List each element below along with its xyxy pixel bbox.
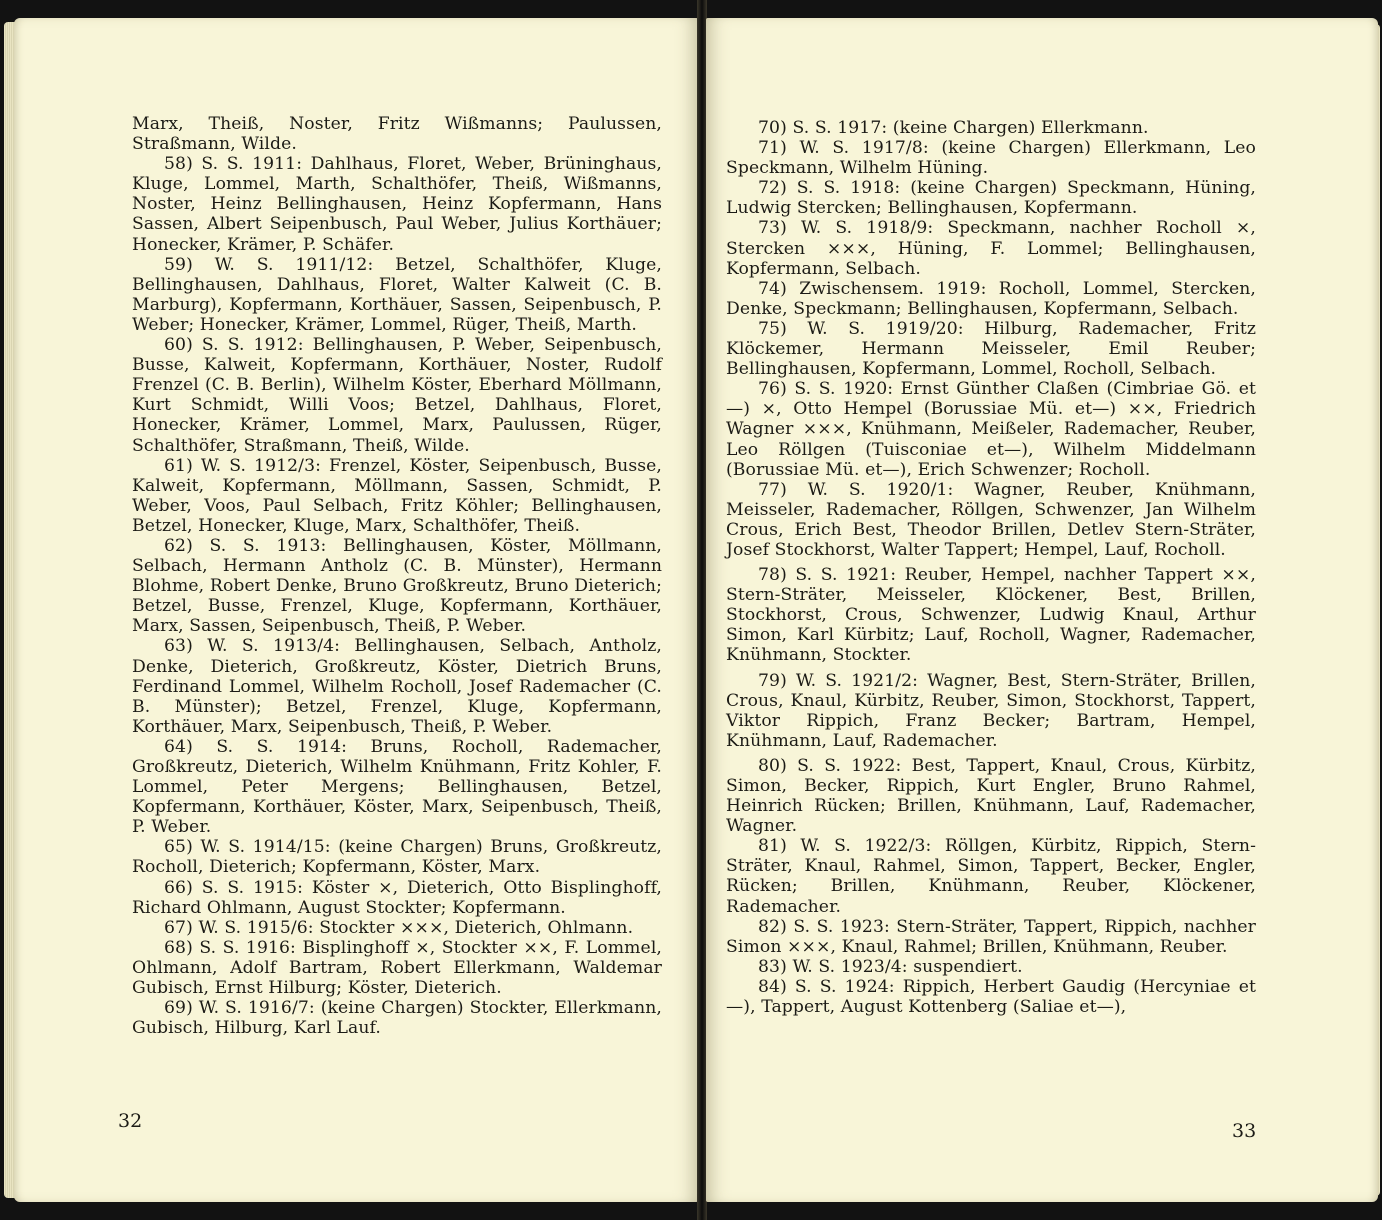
paragraph: 66) S. S. 1915: Köster ×, Dieterich, Otto Bisplinghoff, Richard Ohlmann, August Stockter; Kopfermann. — [132, 877, 662, 918]
paragraph: 79) W. S. 1921/2: Wagner, Best, Stern-Sträter, Brillen, Crous, Knaul, Kürbitz, Reuber, Simon, Stockhorst, Tappert, Viktor Rippich, Franz Becker; Bartram, Hempel, Knühmann, Lauf, Rademacher. — [726, 670, 1256, 751]
paragraph: 68) S. S. 1916: Bisplinghoff ×, Stockter ××, F. Lommel, Ohlmann, Adolf Bartram, Robert Ellerkmann, Waldemar Gubisch, Ernst Hilburg; Köster, Dieterich. — [132, 937, 662, 999]
paragraph: 62) S. S. 1913: Bellinghausen, Köster, Möllmann, Selbach, Hermann Antholz (C. B. Münster), Hermann Blohme, Robert Denke, Bruno Großkreutz, Bruno Dieterich; Betzel, Busse, Frenzel, Kluge, Kopfermann, Korthäuer, Marx, Sassen, Seipenbusch, Theiß, P. Weber. — [132, 535, 662, 637]
paragraph: Marx, Theiß, Noster, Fritz Wißmanns; Paulussen, Straßmann, Wilde. — [132, 114, 662, 155]
paragraph: 74) Zwischensem. 1919: Rocholl, Lommel, Stercken, Denke, Speckmann; Bellinghausen, Kopfermann, Selbach. — [726, 278, 1256, 319]
paragraph: 64) S. S. 1914: Bruns, Rocholl, Rademacher, Großkreutz, Dieterich, Wilhelm Knühmann, Fritz Kohler, F. Lommel, Peter Mergens; Bellinghausen, Betzel, Kopfermann, Korthäuer, Köster, Marx, Seipenbusch, Theiß, P. Weber. — [132, 736, 662, 838]
paragraph: 83) W. S. 1923/4: suspendiert. — [758, 956, 1023, 977]
paragraph: 61) W. S. 1912/3: Frenzel, Köster, Seipenbusch, Busse, Kalweit, Kopfermann, Möllmann, Sassen, Schmidt, P. Weber, Voos, Paul Selbach, Fritz Köhler; Bellinghausen, Betzel, Honecker, Kluge, Marx, Schalthöfer, Theiß. — [132, 455, 662, 536]
paragraph: 76) S. S. 1920: Ernst Günther Claßen (Cimbriae Gö. et—) ×, Otto Hempel (Borussiae Mü. et—) ××, Friedrich Wagner ×××, Knühmann, Meißeler, Rademacher, Reuber, Leo Röllgen (Tuisconiae et—), Wilhelm Middelmann (Borussiae Mü. et—), Erich Schwenzer; Rocholl. — [726, 379, 1256, 480]
paragraph: 73) W. S. 1918/9: Speckmann, nachher Rocholl ×, Stercken ×××, Hüning, F. Lommel; Bellinghausen, Kopfermann, Selbach. — [726, 218, 1256, 279]
paragraph: 81) W. S. 1922/3: Röllgen, Kürbitz, Rippich, Stern-Sträter, Knaul, Rahmel, Simon, Tappert, Becker, Engler, Rücken; Brillen, Knühmann, Reuber, Klöckener, Rademacher. — [726, 836, 1256, 917]
paragraph: 70) S. S. 1917: (keine Chargen) Ellerkmann. — [758, 118, 1149, 138]
paragraph: 69) W. S. 1916/7: (keine Chargen) Stockter, Ellerkmann, Gubisch, Hilburg, Karl Lauf. — [132, 998, 662, 1039]
left-page — [14, 18, 698, 1202]
right-page-text — [726, 118, 1256, 1017]
paragraph: 59) W. S. 1911/12: Betzel, Schalthöfer, Kluge, Bellinghausen, Dahlhaus, Floret, Walter Kalweit (C. B. Marburg), Kopfermann, Korthäuer, Sassen, Seipenbusch, P. Weber; Honecker, Krämer, Lommel, Rüger, Theiß, Marth. — [132, 254, 662, 335]
paragraph: 72) S. S. 1918: (keine Chargen) Speckmann, Hüning, Ludwig Stercken; Bellinghausen, Kopfermann. — [726, 178, 1256, 219]
paragraph: 77) W. S. 1920/1: Wagner, Reuber, Knühmann, Meisseler, Rademacher, Röllgen, Schwenzer, Jan Wilhelm Crous, Erich Best, Theodor Brillen, Detlev Stern-Sträter, Josef Stockhorst, Walter Tappert; Hempel, Lauf, Rocholl. — [726, 479, 1256, 560]
paragraph: 84) S. S. 1924: Rippich, Herbert Gaudig (Hercyniae et—), Tappert, August Kottenberg (Saliae et—), — [726, 976, 1256, 1018]
paragraph: 80) S. S. 1922: Best, Tappert, Knaul, Crous, Kürbitz, Simon, Becker, Rippich, Kurt Engler, Bruno Rahmel, Heinrich Rücken; Brillen, Knühmann, Lauf, Rademacher, Wagner. — [726, 755, 1256, 837]
paragraph: 75) W. S. 1919/20: Hilburg, Rademacher, Fritz Klöckemer, Hermann Meisseler, Emil Reuber; Bellinghausen, Kopfermann, Lommel, Rocholl, Selbach. — [726, 318, 1256, 380]
page-number: 32 — [118, 1110, 143, 1132]
left-page-text — [132, 114, 662, 1038]
paragraph: 65) W. S. 1914/15: (keine Chargen) Bruns, Großkreutz, Rocholl, Dieterich; Kopfermann, Köster, Marx. — [132, 837, 662, 878]
paragraph: 67) W. S. 1915/6: Stockter ×××, Dieterich, Ohlmann. — [164, 917, 634, 938]
page-number: 33 — [1232, 1120, 1257, 1142]
paragraph: 63) W. S. 1913/4: Bellinghausen, Selbach, Antholz, Denke, Dieterich, Großkreutz, Köster, Dietrich Bruns, Ferdinand Lommel, Wilhelm Rocholl, Josef Rademacher (C. B. Münster); Betzel, Frenzel, Kluge, Kopfermann, Korthäuer, Marx, Seipenbusch, Theiß, P. Weber. — [132, 636, 662, 737]
paragraph: 60) S. S. 1912: Bellinghausen, P. Weber, Seipenbusch, Busse, Kalweit, Kopfermann, Korthäuer, Noster, Rudolf Frenzel (C. B. Berlin), Wilhelm Köster, Eberhard Möllmann, Kurt Schmidt, Willi Voos; Betzel, Dahlhaus, Floret, Honecker, Krämer, Lommel, Marx, Paulussen, Rüger, Schalthöfer, Straßmann, Theiß, Wilde. — [132, 335, 662, 456]
paragraph: 58) S. S. 1911: Dahlhaus, Floret, Weber, Brüninghaus, Kluge, Lommel, Marth, Schalthöfer, Theiß, Wißmanns, Noster, Heinz Bellinghausen, Heinz Kopfermann, Hans Sassen, Albert Seipenbusch, Paul Weber, Julius Korthäuer; Honecker, Krämer, P. Schäfer. — [132, 154, 662, 255]
paragraph: 82) S. S. 1923: Stern-Sträter, Tappert, Rippich, nachher Simon ×××, Knaul, Rahmel; Brillen, Knühmann, Reuber. — [726, 916, 1256, 957]
paragraph: 78) S. S. 1921: Reuber, Hempel, nachher Tappert ××, Stern-Sträter, Meisseler, Klöckener, Best, Brillen, Stockhorst, Crous, Schwenzer, Ludwig Knaul, Arthur Simon, Karl Kürbitz; Lauf, Rocholl, Wagner, Rademacher, Knühmann, Stockter. — [726, 565, 1256, 666]
paragraph: 71) W. S. 1917/8: (keine Chargen) Ellerkmann, Leo Speckmann, Wilhelm Hüning. — [726, 138, 1256, 179]
right-page — [706, 18, 1378, 1202]
